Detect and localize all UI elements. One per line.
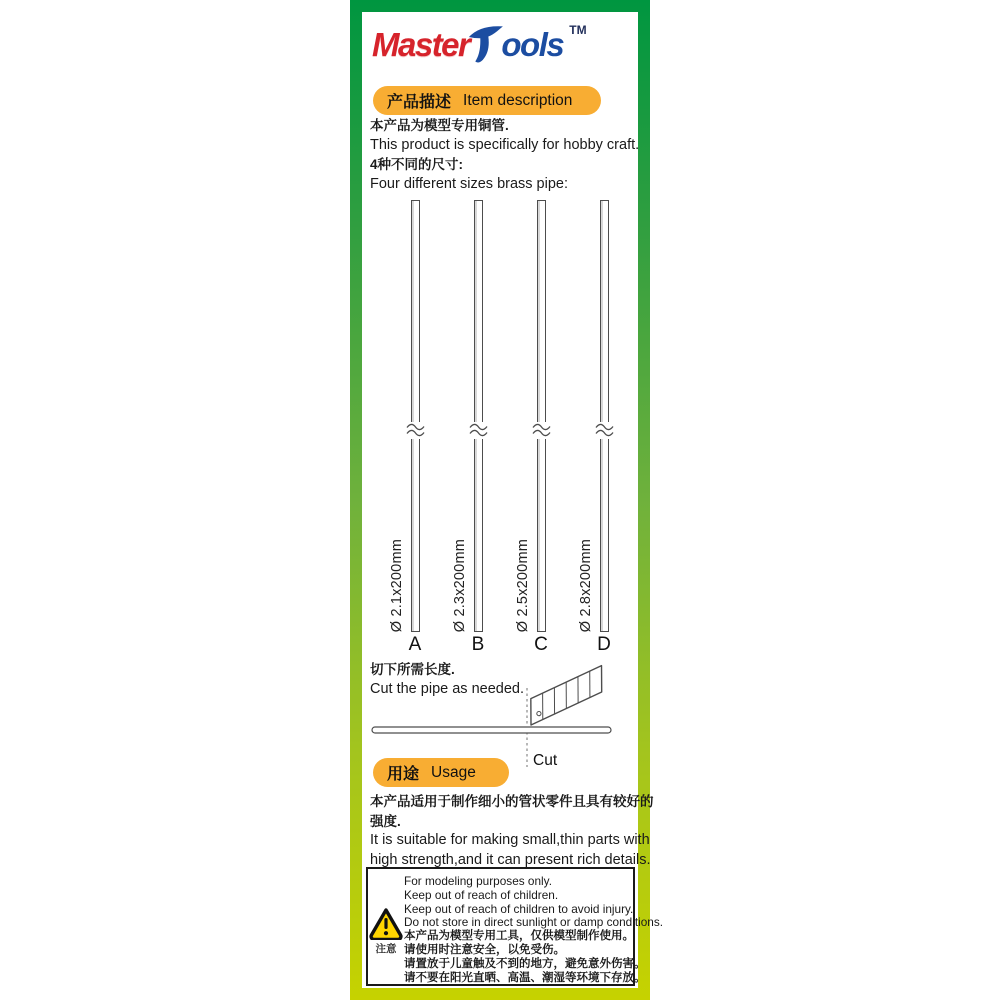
warning-icon-column	[368, 869, 404, 984]
heading-chinese: 用途	[387, 766, 420, 783]
brand-logo	[372, 22, 587, 70]
heading-chinese: 产品描述	[387, 94, 452, 111]
warning-line: Keep out of reach of children to avoid injury.	[404, 901, 634, 916]
safety-warning-box	[366, 867, 664, 986]
pipe-d	[572, 198, 636, 660]
intro-line: 4种不同的尺寸:	[370, 157, 464, 172]
instruction-sheet	[362, 12, 664, 988]
intro-line: Four different sizes brass pipe:	[370, 175, 568, 192]
warning-line: 请不要在阳光直晒、高温、潮湿等环境下存放。	[404, 971, 646, 984]
warning-line: Do not store in direct sunlight or damp conditions.	[404, 915, 664, 930]
pipe-size-label: Ø 2.3x200mm	[452, 538, 468, 632]
pipe-drawing	[537, 200, 546, 632]
pipe-letter-label: D	[597, 634, 611, 655]
cut-paragraph	[370, 660, 524, 699]
logo-t-swoosh-icon	[467, 22, 505, 66]
warning-line: For modeling purposes only.	[404, 874, 552, 888]
pipe-letter-label: C	[534, 634, 548, 655]
pipe-break-mark-icon	[406, 422, 425, 439]
cut-line-cn: 切下所需长度.	[370, 662, 455, 677]
intro-line: This product is specifically for hobby craft.	[370, 136, 640, 153]
heading-english: Usage	[431, 763, 476, 781]
trademark-symbol: TM	[569, 23, 587, 37]
warning-text-column	[404, 869, 663, 984]
pipe-drawing	[411, 200, 420, 632]
logo-tools-text: ools	[501, 26, 564, 63]
cut-point-label: Cut	[533, 752, 558, 769]
intro-line: 本产品为模型专用铜管.	[370, 118, 509, 133]
pipe-c	[509, 198, 573, 660]
warning-line: Keep out of reach of children.	[404, 887, 559, 902]
heading-english: Item description	[463, 91, 573, 109]
pipes-diagram	[362, 198, 638, 660]
item-description-heading	[373, 86, 601, 115]
pipe-letter-label: A	[408, 634, 422, 655]
usage-line: It is suitable for making small,thin parts with	[370, 832, 650, 848]
warning-line: 请置放于儿童触及不到的地方，避免意外伤害。	[404, 957, 646, 970]
intro-paragraph	[370, 116, 639, 194]
pipe-break-mark-icon	[595, 422, 614, 439]
usage-paragraph	[370, 792, 654, 870]
warning-caption: 注意	[375, 943, 397, 955]
warning-line: 请使用时注意安全，以免受伤。	[404, 943, 565, 956]
pipe-drawing	[474, 200, 483, 632]
logo-master-text: Master	[372, 26, 470, 63]
cut-instruction-section	[362, 660, 638, 772]
pipe-size-label: Ø 2.5x200mm	[515, 538, 531, 632]
pipe-size-label: Ø 2.1x200mm	[389, 538, 405, 632]
gradient-frame	[350, 0, 664, 1000]
pipe-break-mark-icon	[532, 422, 551, 439]
pipe-break-mark-icon	[469, 422, 488, 439]
pipe-b	[446, 198, 510, 660]
warning-line: 本产品为模型专用工具，仅供模型制作使用。	[404, 930, 634, 943]
cutter-blade-icon	[521, 666, 612, 725]
pipe-size-label: Ø 2.8x200mm	[578, 538, 594, 632]
warning-triangle-icon	[368, 907, 404, 940]
usage-line: 本产品适用于制作细小的管状零件且具有较好的	[370, 794, 654, 809]
usage-heading	[373, 758, 509, 787]
usage-line: high strength,and it can present rich details.	[370, 851, 651, 868]
cut-line-en: Cut the pipe as needed.	[370, 680, 524, 697]
pipe-drawing	[600, 200, 609, 632]
pipe-a	[383, 198, 447, 660]
pipe-letter-label: B	[471, 634, 485, 655]
usage-line: 强度.	[370, 813, 401, 829]
